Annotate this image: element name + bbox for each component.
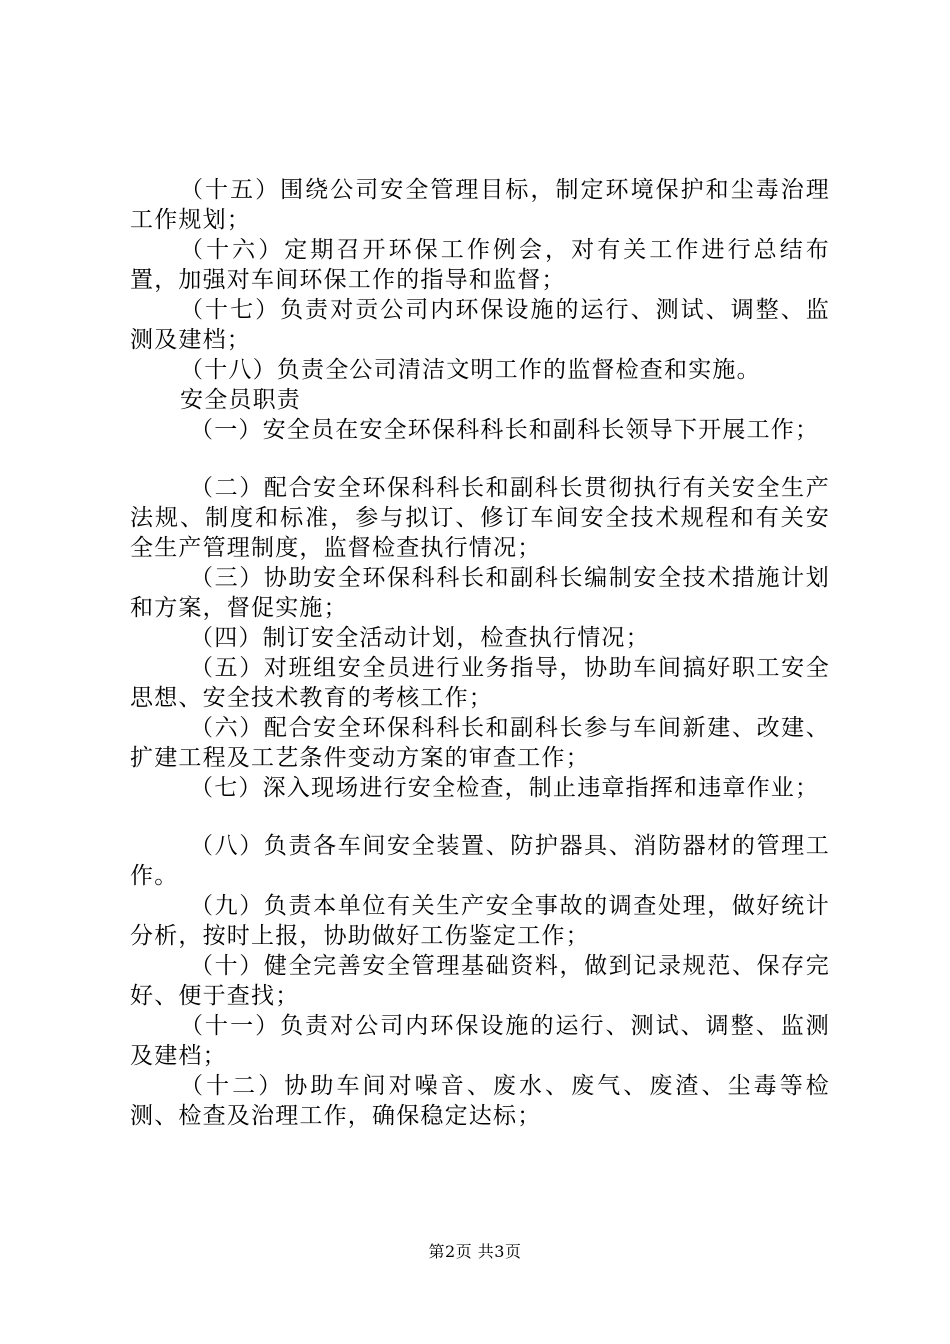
duty-item-4: （四）制订安全活动计划，检查执行情况；	[190, 625, 650, 651]
duty-item-1: （一）安全员在安全环保科科长和副科长领导下开展工作；	[190, 417, 820, 443]
page-number-footer: 第2页 共3页	[428, 1242, 522, 1261]
duty-item-5: （五）对班组安全员进行业务指导，协助车间搞好职工安全思想、安全技术教育的考核工作；	[130, 655, 830, 711]
document-body	[130, 175, 830, 1131]
duty-item-8: （八）负责各车间安全装置、防护器具、消防器材的管理工作。	[130, 833, 830, 889]
duty-item-6: （六）配合安全环保科科长和副科长参与车间新建、改建、扩建工程及工艺条件变动方案的审查工作；	[130, 715, 830, 771]
duty-item-11: （十一）负责对公司内环保设施的运行、测试、调整、监测及建档；	[130, 1013, 830, 1069]
duty-item-3: （三）协助安全环保科科长和副科长编制安全技术措施计划和方案，督促实施；	[130, 565, 830, 621]
paragraph-item-15: （十五）围绕公司安全管理目标，制定环境保护和尘毒治理工作规划；	[130, 177, 830, 233]
duty-item-7: （七）深入现场进行安全检查，制止违章指挥和违章作业；	[190, 775, 820, 801]
duty-item-10: （十）健全完善安全管理基础资料，做到记录规范、保存完好、便于查找；	[130, 953, 830, 1009]
duty-item-12: （十二）协助车间对噪音、废水、废气、废渣、尘毒等检测、检查及治理工作，确保稳定达标；	[130, 1073, 830, 1129]
paragraph-item-17: （十七）负责对贡公司内环保设施的运行、测试、调整、监测及建档；	[130, 297, 830, 353]
paragraph-item-16: （十六）定期召开环保工作例会，对有关工作进行总结布置，加强对车间环保工作的指导和监督；	[130, 237, 830, 293]
duty-item-9: （九）负责本单位有关生产安全事故的调查处理，做好统计分析，按时上报，协助做好工伤鉴定工作；	[130, 893, 830, 949]
section-heading-safety-officer-duties: 安全员职责	[180, 387, 301, 413]
duty-item-2: （二）配合安全环保科科长和副科长贯彻执行有关安全生产法规、制度和标准，参与拟订、修订车间安全技术规程和有关安全生产管理制度，监督检查执行情况；	[130, 475, 830, 561]
paragraph-item-18: （十八）负责全公司清洁文明工作的监督检查和实施。	[180, 357, 761, 383]
